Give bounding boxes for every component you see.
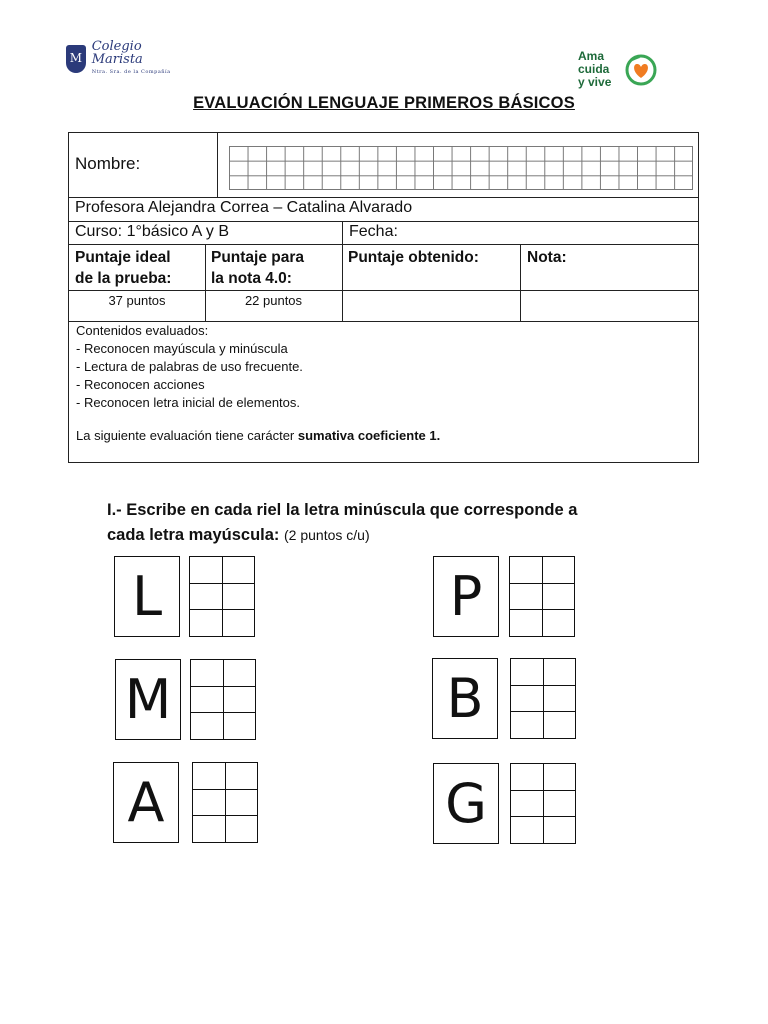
ideal-score-value: 37 puntos	[108, 293, 166, 308]
campaign-line-2: cuida	[578, 62, 610, 76]
question-1-line-1: I.- Escribe en cada riel la letra minúscula que corresponde a	[107, 501, 578, 519]
school-name: Colegio Marista	[91, 38, 143, 67]
date-label: Fecha:	[349, 223, 398, 240]
page-title: EVALUACIÓN LENGUAJE PRIMEROS BÁSICOS	[193, 94, 575, 112]
info-table	[68, 132, 699, 463]
contents-title: Contenidos evaluados:	[76, 323, 209, 338]
grade-label: Nota:	[527, 249, 567, 266]
writing-rail[interactable]	[192, 762, 258, 843]
uppercase-letter-box: M	[115, 659, 181, 740]
pass-score-label-2: la nota 4.0:	[211, 270, 292, 287]
campaign-logo	[578, 46, 664, 94]
contents-item: - Reconocen mayúscula y minúscula	[76, 341, 288, 356]
uppercase-letter-box: G	[433, 763, 499, 844]
school-subtitle: Ntra. Sra. de la Compañía	[91, 68, 171, 75]
course-line: Curso: 1°básico A y B	[75, 223, 230, 240]
question-1-points: (2 puntos c/u)	[284, 527, 370, 543]
name-grid[interactable]	[229, 146, 693, 190]
contents-list	[76, 322, 303, 412]
uppercase-letter-box: L	[114, 556, 180, 637]
teacher-line: Profesora Alejandra Correa – Catalina Alvarado	[75, 199, 413, 216]
name-label: Nombre:	[75, 154, 141, 173]
pass-score-value: 22 puntos	[244, 293, 303, 308]
school-logo	[66, 38, 186, 75]
evaluation-note: La siguiente evaluación tiene carácter sumativa coeficiente 1.	[76, 428, 441, 443]
uppercase-letter-box: B	[432, 658, 498, 739]
writing-rail[interactable]	[189, 556, 255, 637]
writing-rail[interactable]	[509, 556, 575, 637]
ideal-score-label-2: de la prueba:	[75, 270, 172, 287]
pass-score-label-1: Puntaje para	[211, 249, 305, 266]
question-1-line-2: cada letra mayúscula:	[107, 526, 280, 544]
writing-rail[interactable]	[510, 763, 576, 844]
campaign-line-1: Ama	[578, 49, 605, 63]
question-1	[107, 498, 577, 548]
writing-rail[interactable]	[190, 659, 256, 740]
heart-leaf-icon	[624, 52, 658, 86]
obtained-score-label: Puntaje obtenido:	[348, 249, 479, 266]
campaign-line-3: y vive	[578, 75, 612, 89]
contents-item: - Reconocen letra inicial de elementos.	[76, 395, 301, 410]
uppercase-letter-box: A	[113, 762, 179, 843]
contents-item: - Reconocen acciones	[76, 377, 205, 392]
uppercase-letter-box: P	[433, 556, 499, 637]
ideal-score-label-1: Puntaje ideal	[75, 249, 171, 266]
school-crest-icon	[66, 45, 86, 73]
contents-item: - Lectura de palabras de uso frecuente.	[76, 359, 303, 374]
evaluation-note-bold: sumativa coeficiente 1.	[297, 428, 441, 443]
writing-rail[interactable]	[510, 658, 576, 739]
